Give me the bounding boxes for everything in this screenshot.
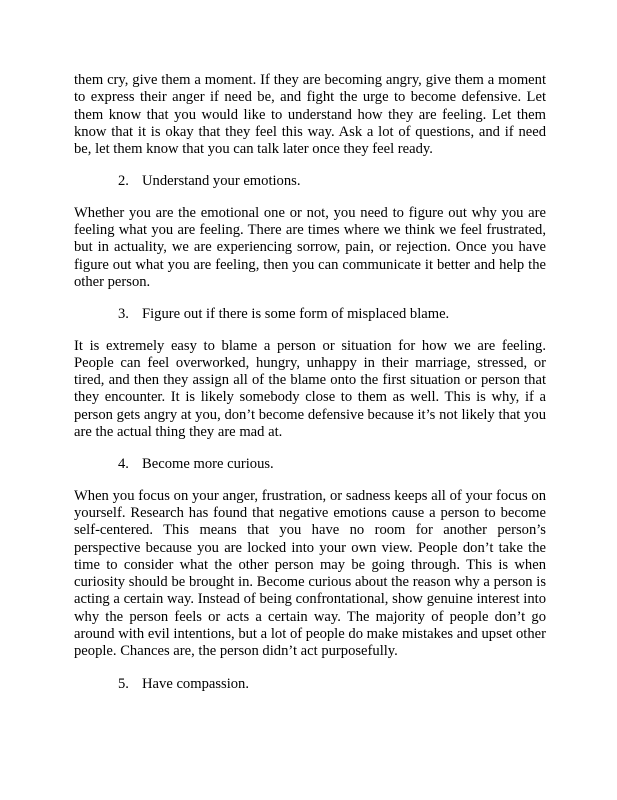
section-heading-5 bbox=[74, 676, 546, 693]
section-heading-4 bbox=[74, 456, 546, 473]
section-title: Understand your emotions. bbox=[142, 173, 301, 190]
section-paragraph-3: It is extremely easy to blame a person or situation for how we are feeling. People can feel overworked, hungry, unhappy in their marriage, stressed, or tired, and then they assign all of the blame onto the first situation or person that they encounter. It is likely somebody close to them as well. This is why, if a person gets angry at you, don’t become defensive because it’s not likely that you are the actual thing they are mad at. bbox=[74, 337, 546, 441]
intro-paragraph: them cry, give them a moment. If they are becoming angry, give them a moment to express their anger if need be, and fight the urge to become defensive. Let them know that you would like to understand how they are feeling. Let them know that it is okay that they feel this way. Ask a lot of questions, and if need be, let them know that you can talk later once they feel ready. bbox=[74, 72, 546, 158]
section-title: Have compassion. bbox=[142, 675, 249, 692]
section-number: 5. bbox=[118, 675, 129, 692]
section-title: Figure out if there is some form of misplaced blame. bbox=[142, 306, 450, 323]
document-body bbox=[74, 72, 546, 707]
section-title: Become more curious. bbox=[142, 456, 274, 473]
section-paragraph-2: Whether you are the emotional one or not, you need to figure out why you are feeling what you are feeling. There are times where we think we feel frustrated, but in actuality, we are experiencing sorrow, pain, or rejection. Once you have figure out what you are feeling, then you can communicate it better and help the other person. bbox=[74, 204, 546, 290]
section-paragraph-4: When you focus on your anger, frustration, or sadness keeps all of your focus on yourself. Research has found that negative emotions cause a person to become self-centered. This means that you have no room for another person’s perspective because you are locked into your own view. People don’t take the time to consider what the other person may be going through. This is when curiosity should be brought in. Become curious about the reason why a person is acting a certain way. Instead of being confrontational, show genuine interest into why the person feels or acts a certain way. The majority of people don’t go around with evil intentions, but a lot of people do make mistakes and upset other people. Chances are, the person didn’t act purposefully. bbox=[74, 487, 546, 660]
section-number: 2. bbox=[118, 173, 129, 190]
section-heading-2 bbox=[74, 173, 546, 190]
section-number: 3. bbox=[118, 306, 129, 323]
section-number: 4. bbox=[118, 456, 129, 473]
section-heading-3 bbox=[74, 306, 546, 323]
